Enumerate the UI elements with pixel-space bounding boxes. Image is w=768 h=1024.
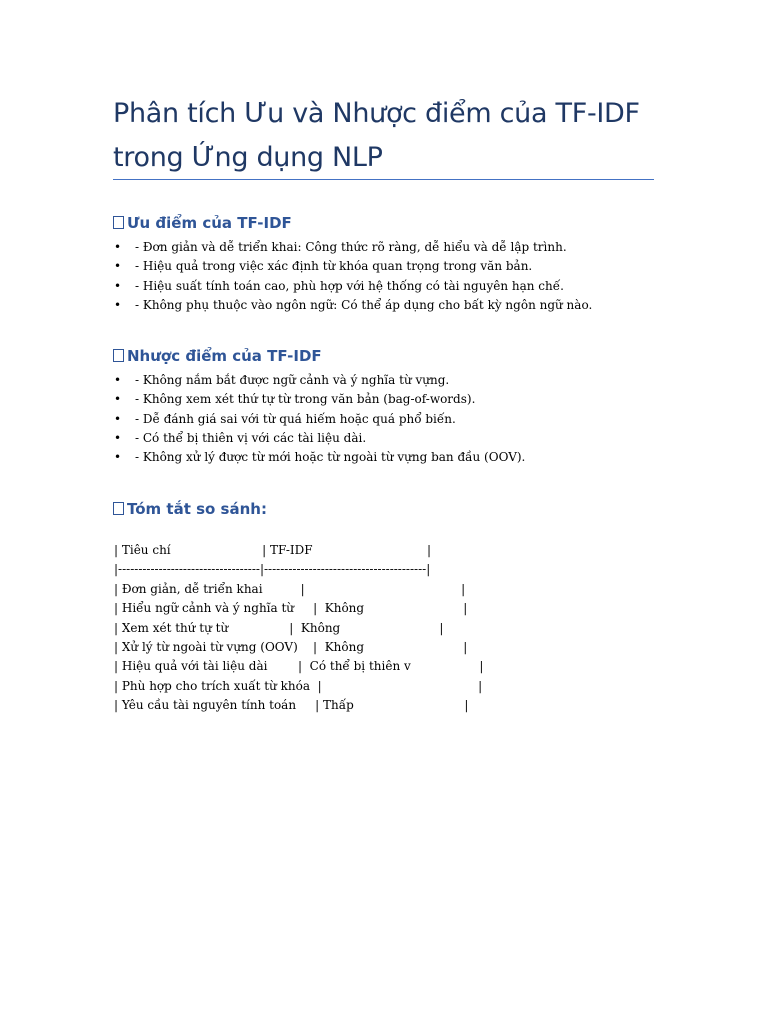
- list-item: • - Không phụ thuộc vào ngôn ngữ: Có thể áp dụng cho bất kỳ ngôn ngữ nào.: [113, 296, 673, 315]
- list-item: • - Đơn giản và dễ triển khai: Công thức rõ ràng, dễ hiểu và dễ lập trình.: [113, 238, 673, 257]
- table-row: | Hiệu quả với tài liệu dài | ️ Có thể bị thiên v |: [114, 659, 484, 674]
- summary-table: [114, 541, 674, 716]
- summary-section: [113, 498, 673, 520]
- missing-glyph-icon: [113, 216, 124, 229]
- disadvantages-heading-text: Nhược điểm của TF-IDF: [127, 347, 322, 365]
- list-item: • - Không xử lý được từ mới hoặc từ ngoài từ vựng ban đầu (OOV).: [113, 448, 673, 467]
- table-row: |-----------------------------------|----------------------------------------|: [114, 562, 431, 577]
- summary-heading: [113, 498, 673, 520]
- document-title: [113, 92, 673, 180]
- disadvantages-list: [113, 371, 673, 467]
- advantages-list: [113, 238, 673, 315]
- table-row: | Hiểu ngữ cảnh và ý nghĩa từ | Không |: [114, 601, 468, 616]
- table-row: | Yêu cầu tài nguyên tính toán | Thấp |: [114, 698, 469, 713]
- summary-heading-text: Tóm tắt so sánh:: [127, 500, 267, 518]
- missing-glyph-icon: [113, 502, 124, 515]
- title-underline: [113, 179, 654, 180]
- advantages-heading: [113, 212, 673, 234]
- advantages-heading-text: Ưu điểm của TF-IDF: [127, 214, 292, 232]
- table-row: | Xem xét thứ tự từ | Không |: [114, 620, 444, 635]
- list-item: • - Không nắm bắt được ngữ cảnh và ý nghĩa từ vựng.: [113, 371, 673, 390]
- advantages-section: [113, 212, 673, 315]
- list-item: • - Hiệu suất tính toán cao, phù hợp với hệ thống có tài nguyên hạn chế.: [113, 277, 673, 296]
- table-row: | Xử lý từ ngoài từ vựng (OOV) | Không |: [114, 639, 468, 654]
- missing-glyph-icon: [113, 349, 124, 362]
- list-item: • - Dễ đánh giá sai với từ quá hiếm hoặc quá phổ biến.: [113, 410, 673, 429]
- title-line-1: Phân tích Ưu và Nhược điểm của TF-IDF: [113, 98, 640, 129]
- disadvantages-section: [113, 345, 673, 467]
- title-line-2: trong Ứng dụng NLP: [113, 142, 383, 173]
- disadvantages-heading: [113, 345, 673, 367]
- list-item: • - Hiệu quả trong việc xác định từ khóa quan trọng trong văn bản.: [113, 257, 673, 276]
- list-item: • - Không xem xét thứ tự từ trong văn bản (bag-of-words).: [113, 390, 673, 409]
- table-row: | Phù hợp cho trích xuất từ khóa | |: [114, 678, 483, 693]
- table-row: | Đơn giản, dễ triển khai | |: [114, 581, 466, 596]
- table-row: | Tiêu chí | TF-IDF |: [114, 543, 432, 557]
- list-item: • - Có thể bị thiên vị với các tài liệu dài.: [113, 429, 673, 448]
